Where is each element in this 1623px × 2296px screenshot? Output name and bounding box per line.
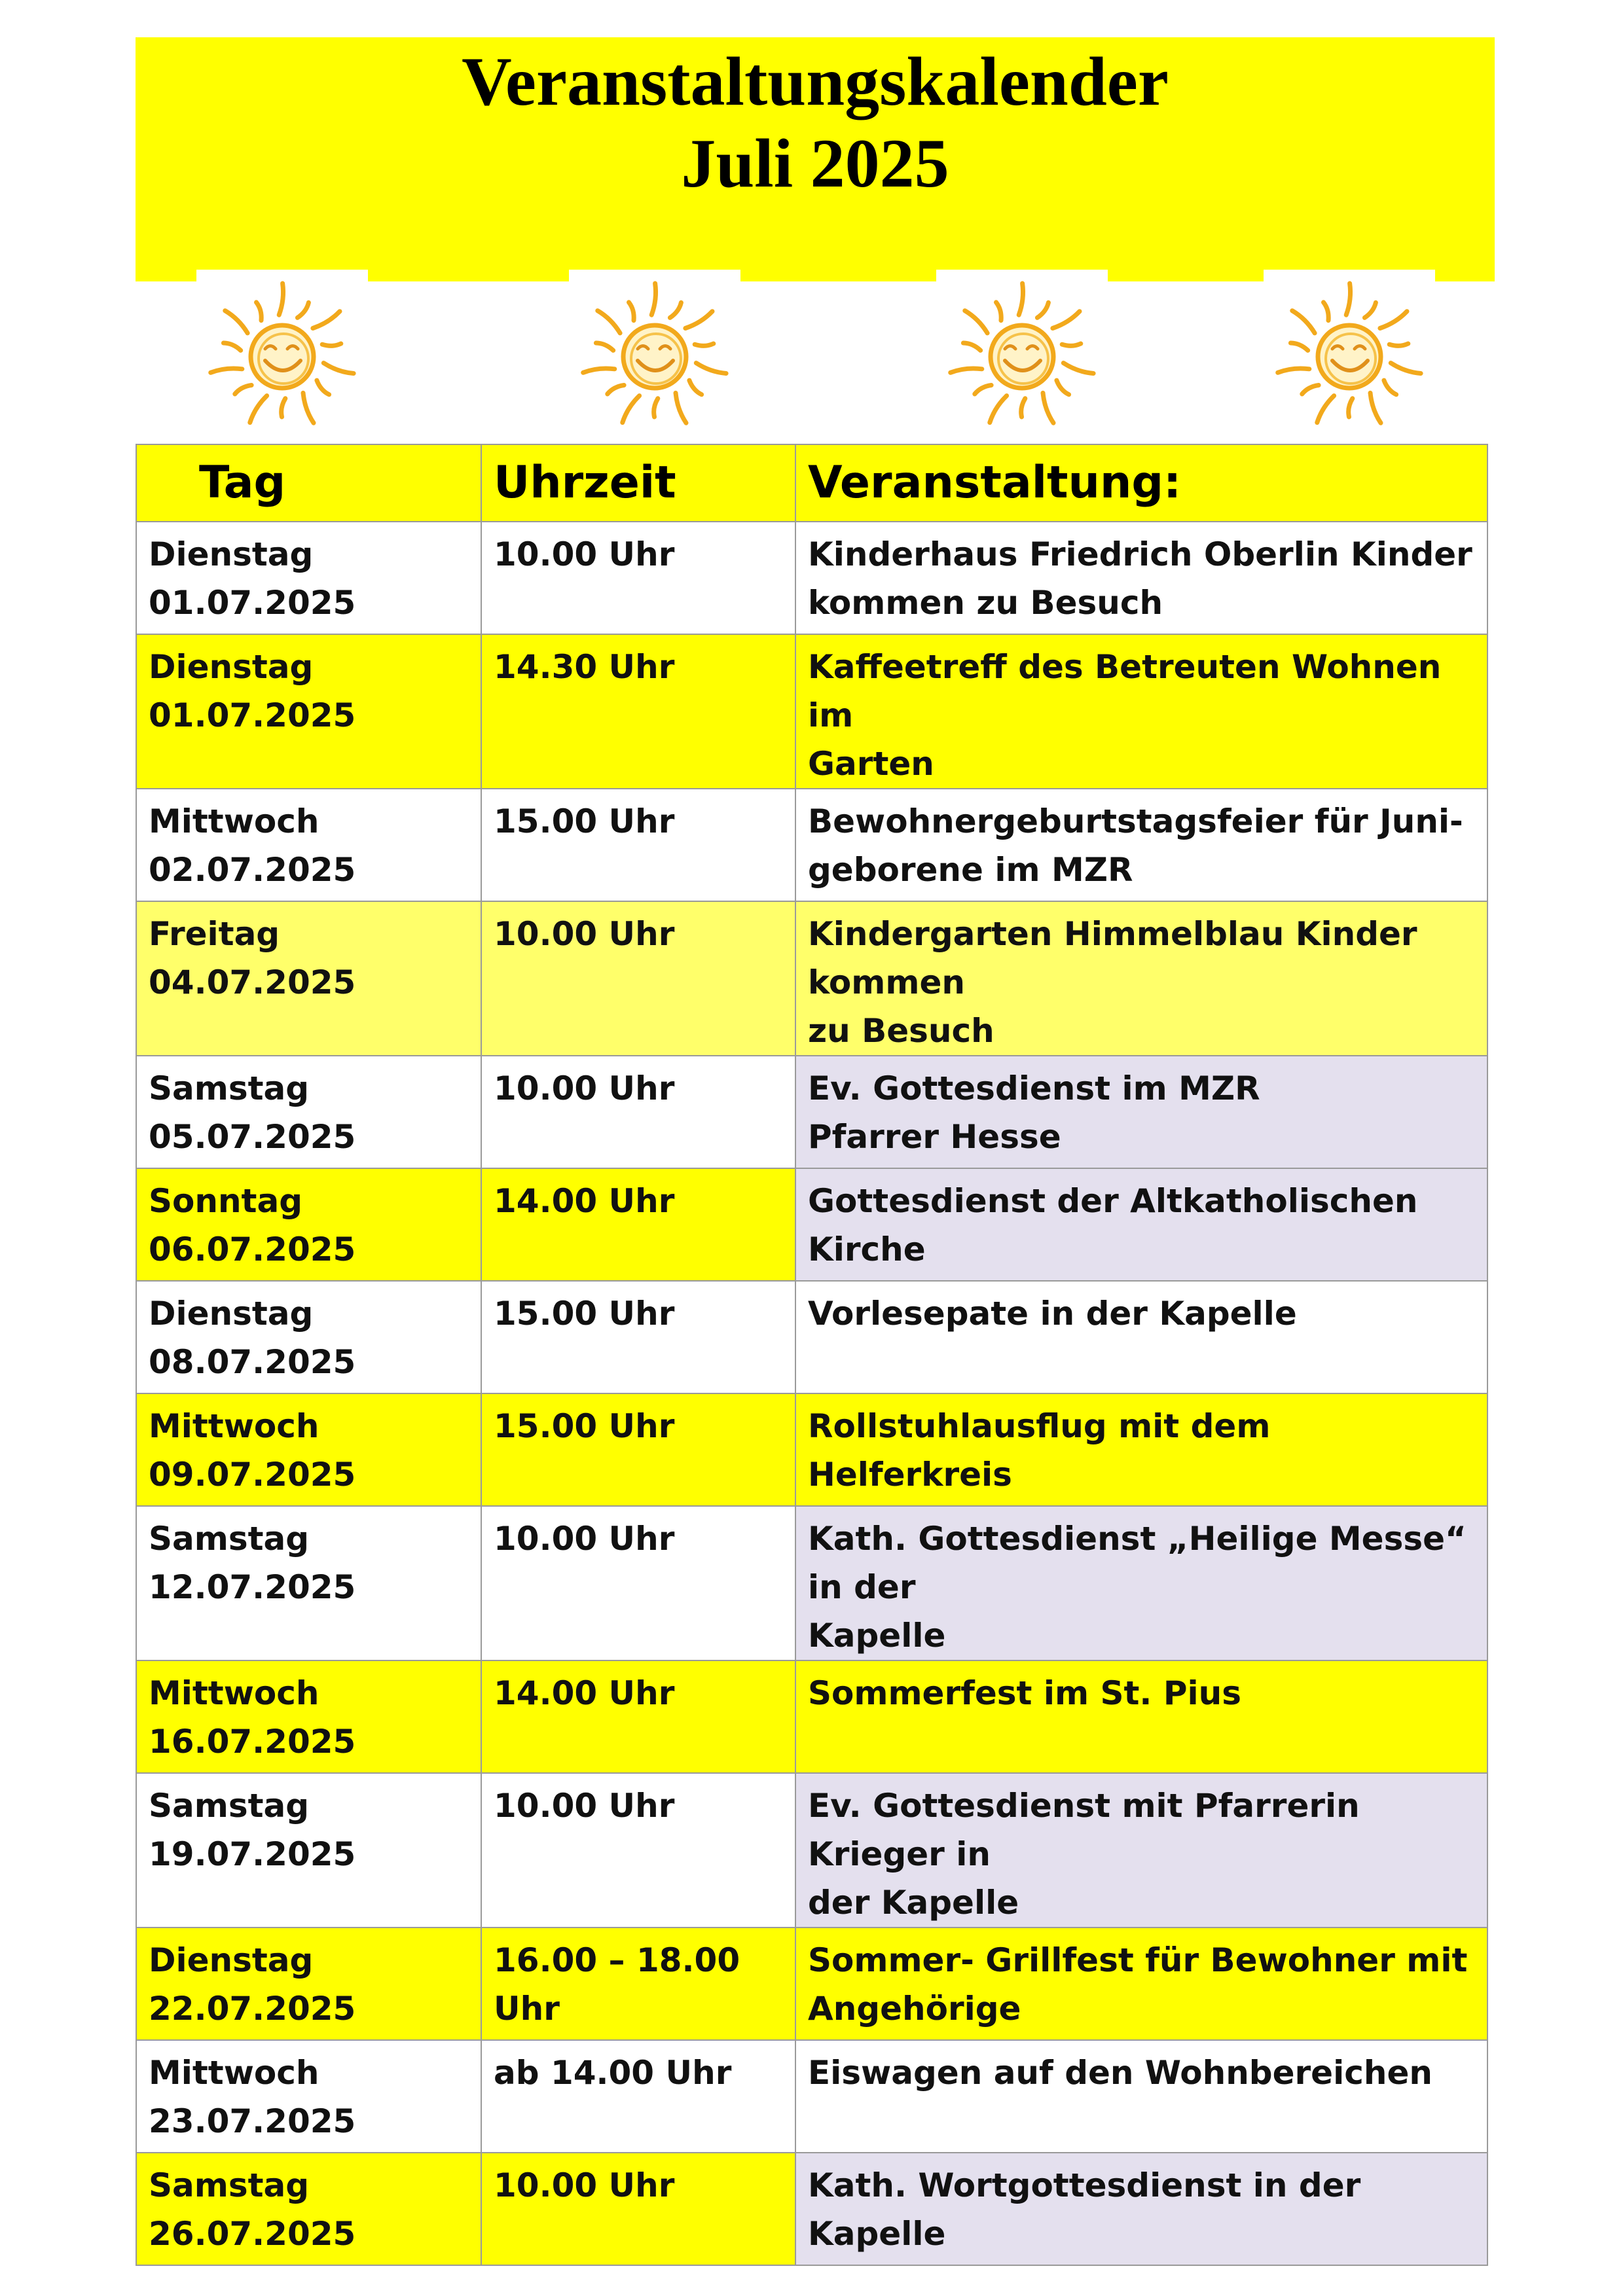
weekday: Mittwoch <box>149 802 319 840</box>
table-row <box>136 1281 1487 1393</box>
cell-time: 15.00 Uhr <box>481 1281 795 1393</box>
weekday: Samstag <box>149 1520 310 1558</box>
date: 04.07.2025 <box>149 963 356 1001</box>
cell-day <box>136 1056 481 1168</box>
cell-time: 10.00 Uhr <box>481 2153 795 2265</box>
page-title <box>136 41 1495 204</box>
table-row <box>136 1056 1487 1168</box>
cell-event <box>795 634 1487 789</box>
event-line: Pfarrer Hesse <box>808 1118 1061 1156</box>
cell-day <box>136 1168 481 1281</box>
table-row <box>136 1773 1487 1928</box>
weekday: Dienstag <box>149 535 314 573</box>
cell-time: 10.00 Uhr <box>481 1056 795 1168</box>
event-line: kommen zu Besuch <box>808 584 1163 622</box>
event-line: Bewohnergeburtstagsfeier für Juni- <box>808 802 1463 840</box>
cell-event <box>795 1660 1487 1773</box>
cell-day <box>136 1281 481 1393</box>
weekday: Dienstag <box>149 648 314 686</box>
event-line: Vorlesepate in der Kapelle <box>808 1295 1297 1333</box>
weekday: Mittwoch <box>149 1407 319 1445</box>
cell-day <box>136 634 481 789</box>
date: 01.07.2025 <box>149 696 356 734</box>
event-line: Ev. Gottesdienst mit Pfarrerin Krieger in <box>808 1787 1360 1873</box>
date: 01.07.2025 <box>149 584 356 622</box>
date: 16.07.2025 <box>149 1723 356 1761</box>
cell-time: 10.00 Uhr <box>481 522 795 634</box>
cell-event <box>795 1506 1487 1660</box>
cell-event <box>795 1168 1487 1281</box>
cell-day <box>136 2153 481 2265</box>
header-day: Tag <box>136 444 481 522</box>
weekday: Dienstag <box>149 1941 314 1979</box>
cell-day <box>136 789 481 901</box>
cell-event <box>795 789 1487 901</box>
cell-event <box>795 1056 1487 1168</box>
cell-day <box>136 1660 481 1773</box>
event-calendar-table <box>136 444 1488 2266</box>
weekday: Dienstag <box>149 1295 314 1333</box>
cell-day <box>136 2040 481 2153</box>
table-row <box>136 789 1487 901</box>
event-line: Eiswagen auf den Wohnbereichen <box>808 2054 1432 2092</box>
event-line: Kath. Gottesdienst „Heilige Messe“ in der <box>808 1520 1467 1606</box>
table-row <box>136 1393 1487 1506</box>
date: 22.07.2025 <box>149 1990 356 2028</box>
cell-day <box>136 1773 481 1928</box>
event-line: Gottesdienst der Altkatholischen Kirche <box>808 1182 1418 1268</box>
event-line: Rollstuhlausflug mit dem Helferkreis <box>808 1407 1271 1494</box>
event-line: Ev. Gottesdienst im MZR <box>808 1069 1260 1107</box>
weekday: Samstag <box>149 1787 310 1825</box>
date: 08.07.2025 <box>149 1343 356 1381</box>
table-row <box>136 1168 1487 1281</box>
smiling-sun-icon <box>569 270 740 446</box>
event-line: Sommerfest im St. Pius <box>808 1674 1241 1712</box>
table-row <box>136 522 1487 634</box>
title-line-2: Juli 2025 <box>681 125 949 202</box>
cell-event <box>795 901 1487 1056</box>
cell-event <box>795 2040 1487 2153</box>
event-line: Garten <box>808 745 934 783</box>
date: 23.07.2025 <box>149 2102 356 2140</box>
cell-time: 15.00 Uhr <box>481 1393 795 1506</box>
table-row <box>136 901 1487 1056</box>
cell-time: 14.00 Uhr <box>481 1660 795 1773</box>
cell-time: 10.00 Uhr <box>481 1506 795 1660</box>
weekday: Samstag <box>149 1069 310 1107</box>
date: 05.07.2025 <box>149 1118 356 1156</box>
cell-event <box>795 1393 1487 1506</box>
cell-time: 14.30 Uhr <box>481 634 795 789</box>
date: 19.07.2025 <box>149 1835 356 1873</box>
event-line: Kindergarten Himmelblau Kinder kommen <box>808 915 1417 1001</box>
date: 09.07.2025 <box>149 1456 356 1494</box>
table-row <box>136 2153 1487 2265</box>
cell-event <box>795 522 1487 634</box>
table-row <box>136 2040 1487 2153</box>
header-event: Veranstaltung: <box>795 444 1487 522</box>
table-row <box>136 634 1487 789</box>
weekday: Mittwoch <box>149 2054 319 2092</box>
cell-event <box>795 1928 1487 2040</box>
cell-event <box>795 2153 1487 2265</box>
table-header-row <box>136 444 1487 522</box>
smiling-sun-icon <box>196 270 368 446</box>
cell-day <box>136 1928 481 2040</box>
cell-day <box>136 1506 481 1660</box>
event-line: Sommer- Grillfest für Bewohner mit <box>808 1941 1468 1979</box>
cell-time: 16.00 – 18.00 Uhr <box>481 1928 795 2040</box>
event-line: Kaffeetreff des Betreuten Wohnen im <box>808 648 1442 734</box>
cell-event <box>795 1773 1487 1928</box>
cell-day <box>136 522 481 634</box>
date: 26.07.2025 <box>149 2215 356 2253</box>
event-line: geborene im MZR <box>808 851 1133 889</box>
smiling-sun-icon <box>936 270 1108 446</box>
table-row <box>136 1660 1487 1773</box>
smiling-sun-icon <box>1264 270 1435 446</box>
cell-time: ab 14.00 Uhr <box>481 2040 795 2153</box>
cell-event <box>795 1281 1487 1393</box>
cell-time: 15.00 Uhr <box>481 789 795 901</box>
event-line: zu Besuch <box>808 1012 994 1050</box>
date: 02.07.2025 <box>149 851 356 889</box>
event-line: Angehörige <box>808 1990 1021 2028</box>
weekday: Mittwoch <box>149 1674 319 1712</box>
cell-day <box>136 1393 481 1506</box>
event-line: Kapelle <box>808 1617 946 1655</box>
cell-time: 10.00 Uhr <box>481 901 795 1056</box>
cell-time: 10.00 Uhr <box>481 1773 795 1928</box>
title-line-1: Veranstaltungskalender <box>462 43 1169 120</box>
weekday: Freitag <box>149 915 280 953</box>
header-time: Uhrzeit <box>481 444 795 522</box>
event-line: Kinderhaus Friedrich Oberlin Kinder <box>808 535 1472 573</box>
table-row <box>136 1506 1487 1660</box>
event-line: der Kapelle <box>808 1884 1019 1922</box>
date: 06.07.2025 <box>149 1230 356 1268</box>
weekday: Samstag <box>149 2166 310 2204</box>
table-row <box>136 1928 1487 2040</box>
weekday: Sonntag <box>149 1182 302 1220</box>
date: 12.07.2025 <box>149 1568 356 1606</box>
event-line: Kath. Wortgottesdienst in der Kapelle <box>808 2166 1361 2253</box>
cell-day <box>136 901 481 1056</box>
cell-time: 14.00 Uhr <box>481 1168 795 1281</box>
